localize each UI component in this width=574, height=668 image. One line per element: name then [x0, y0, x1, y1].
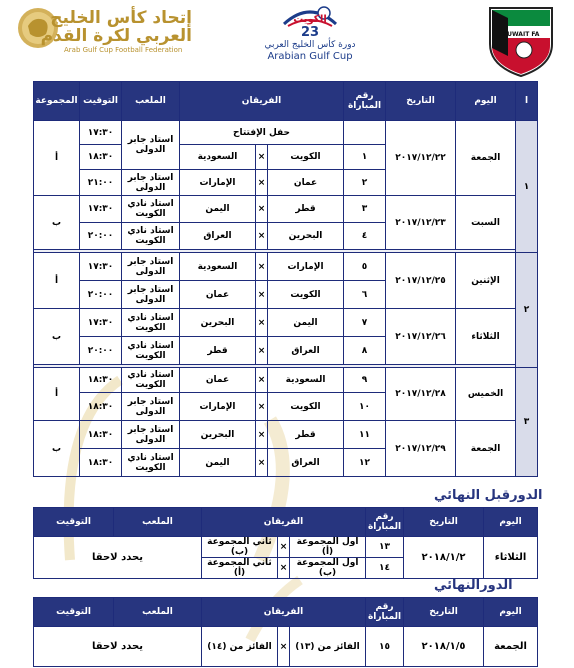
header-time: التوقيت: [34, 508, 114, 537]
semi-final-title: الدورقبل النهائي: [434, 488, 543, 503]
time-cell: ١٧:٣٠: [80, 121, 122, 145]
time-cell: ٢٠:٠٠: [80, 223, 122, 250]
away-team: اليمن: [180, 449, 256, 477]
tbd-cell: يحدد لاحقا: [34, 537, 202, 579]
stadium-cell: استاد جابر الدولى: [122, 421, 180, 449]
day-cell: السبت: [456, 196, 516, 250]
time-cell: ١٨:٣٠: [80, 421, 122, 449]
header-teams: الفريقان: [202, 508, 366, 537]
match-no-cell: ١٢: [344, 449, 386, 477]
away-team: الفائز من (١٤): [202, 627, 278, 667]
day-cell: الجمعة: [484, 627, 538, 667]
away-team: الإمارات: [180, 170, 256, 196]
time-cell: ١٨:٣٠: [80, 368, 122, 393]
group-cell: ب: [34, 309, 80, 365]
cup-title-en: Arabian Gulf Cup: [267, 51, 353, 62]
round-number: ١: [516, 121, 538, 253]
header-day: اليوم: [484, 598, 538, 627]
table-row: [34, 537, 538, 558]
semi-final-table: [33, 507, 538, 579]
group-cell: ب: [34, 421, 80, 477]
tbd-cell: يحدد لاحقا: [34, 627, 202, 667]
group-cell: ب: [34, 196, 80, 250]
federation-name-line2: العربي لكرة القدم: [40, 26, 192, 46]
match-no-cell: ٤: [344, 223, 386, 250]
home-team: الكويت: [268, 281, 344, 309]
cup-title-ar: دورة كأس الخليج العربي: [264, 40, 356, 50]
date-cell: ٢٠١٧/١٢/٢٥: [386, 253, 456, 309]
header-date: التاريخ: [386, 82, 456, 121]
group-cell: أ: [34, 368, 80, 421]
vs-cell: ×: [256, 145, 268, 170]
home-team: عمان: [268, 170, 344, 196]
vs-cell: ×: [256, 421, 268, 449]
date-cell: ٢٠١٧/١٢/٢٢: [386, 121, 456, 196]
federation-logo: [16, 6, 192, 56]
vs-cell: ×: [278, 537, 290, 558]
kuwait-fa-text: KUWAIT FA: [502, 31, 540, 38]
time-cell: ٢٠:٠٠: [80, 281, 122, 309]
table-row: [34, 253, 538, 281]
header-date: التاريخ: [404, 508, 484, 537]
date-cell: ٢٠١٨/١/٢: [404, 537, 484, 579]
time-cell: ١٧:٣٠: [80, 309, 122, 337]
away-team: الإمارات: [180, 393, 256, 421]
table-row: [34, 196, 538, 223]
table-header-row: [34, 508, 538, 537]
home-team: الفائز من (١٣): [290, 627, 366, 667]
header-time: التوقيت: [80, 82, 122, 121]
away-team: العراق: [180, 223, 256, 250]
group-cell: أ: [34, 121, 80, 196]
home-team: قطر: [268, 421, 344, 449]
gulf-cup-logo: [262, 4, 358, 76]
away-team: ثاني المجموعة (أ): [202, 558, 278, 579]
header-teams: الفريقان: [202, 598, 366, 627]
group-cell: أ: [34, 253, 80, 309]
day-cell: الثلاثاء: [456, 309, 516, 365]
vs-cell: ×: [256, 170, 268, 196]
day-cell: الجمعة: [456, 121, 516, 196]
vs-cell: ×: [256, 223, 268, 250]
stadium-cell: استاد جابر الدولى: [122, 393, 180, 421]
match-no-cell: ١٠: [344, 393, 386, 421]
header-day: اليوم: [484, 508, 538, 537]
vs-cell: ×: [256, 337, 268, 365]
vs-cell: ×: [256, 253, 268, 281]
header-day: اليوم: [456, 82, 516, 121]
day-cell: الجمعة: [456, 421, 516, 477]
home-team: الإمارات: [268, 253, 344, 281]
match-no-cell: ١٣: [366, 537, 404, 558]
page-header: [0, 0, 574, 80]
match-no-cell: ٨: [344, 337, 386, 365]
home-team: السعودية: [268, 368, 344, 393]
vs-cell: ×: [278, 558, 290, 579]
home-team: اول المجموعة (ب): [290, 558, 366, 579]
away-team: اليمن: [180, 196, 256, 223]
round-number: ٣: [516, 368, 538, 477]
match-no-cell: ١١: [344, 421, 386, 449]
header-match-no: رقم المباراة: [366, 598, 404, 627]
kuwait-fa-logo: [484, 4, 558, 78]
stadium-cell: استاد نادي الكويت: [122, 223, 180, 250]
time-cell: ٢٠:٠٠: [80, 337, 122, 365]
home-team: العراق: [268, 449, 344, 477]
match-no-cell: ١: [344, 145, 386, 170]
time-cell: ١٨:٣٠: [80, 145, 122, 170]
match-no-cell: ٥: [344, 253, 386, 281]
away-team: البحرين: [180, 421, 256, 449]
match-no-cell: ٦: [344, 281, 386, 309]
vs-cell: ×: [256, 309, 268, 337]
match-no-cell: ٧: [344, 309, 386, 337]
time-cell: ١٨:٣٠: [80, 449, 122, 477]
away-team: قطر: [180, 337, 256, 365]
header-round: ا: [516, 82, 538, 121]
match-no-cell: [344, 121, 386, 145]
header-match-no: رقم المباراة: [344, 82, 386, 121]
final-title: الدورالنهائي: [434, 578, 513, 593]
home-team: الكويت: [268, 393, 344, 421]
away-team: السعودية: [180, 145, 256, 170]
header-stadium: الملعب: [122, 82, 180, 121]
date-cell: ٢٠١٧/١٢/٢٣: [386, 196, 456, 250]
vs-cell: ×: [256, 449, 268, 477]
table-header-row: [34, 82, 538, 121]
date-cell: ٢٠١٧/١٢/٢٦: [386, 309, 456, 365]
table-row: [34, 309, 538, 337]
away-team: ثاني المجموعة (ب): [202, 537, 278, 558]
header-stadium: الملعب: [114, 598, 202, 627]
header-date: التاريخ: [404, 598, 484, 627]
date-cell: ٢٠١٧/١٢/٢٨: [386, 368, 456, 421]
away-team: السعودية: [180, 253, 256, 281]
table-row: [34, 121, 538, 145]
opening-ceremony: حفل الإفتتاح: [180, 121, 344, 145]
group-stage-table: [33, 81, 538, 477]
stadium-cell: استاد نادي الكويت: [122, 309, 180, 337]
time-cell: ١٧:٣٠: [80, 253, 122, 281]
match-no-cell: ٩: [344, 368, 386, 393]
stadium-cell: استاد جابر الدولى: [122, 281, 180, 309]
stadium-cell: استاد نادي الكويت: [122, 368, 180, 393]
home-team: اول المجموعة (أ): [290, 537, 366, 558]
vs-cell: ×: [256, 196, 268, 223]
cup-number: 23: [300, 25, 320, 40]
home-team: العراق: [268, 337, 344, 365]
home-team: قطر: [268, 196, 344, 223]
home-team: البحرين: [268, 223, 344, 250]
vs-cell: ×: [256, 393, 268, 421]
match-no-cell: ٢: [344, 170, 386, 196]
time-cell: ٢١:٠٠: [80, 170, 122, 196]
date-cell: ٢٠١٨/١/٥: [404, 627, 484, 667]
cup-host: الكويت: [293, 14, 327, 25]
vs-cell: ×: [278, 627, 290, 667]
time-cell: ١٨:٣٠: [80, 393, 122, 421]
header-time: التوقيت: [34, 598, 114, 627]
table-row: [34, 627, 538, 667]
date-cell: ٢٠١٧/١٢/٢٩: [386, 421, 456, 477]
stadium-cell: استاد نادي الكويت: [122, 196, 180, 223]
stadium-cell: استاد جابر الدولى: [122, 253, 180, 281]
header-stadium: الملعب: [114, 508, 202, 537]
match-no-cell: ١٤: [366, 558, 404, 579]
final-table: [33, 597, 538, 667]
federation-name-line1: إتحاد كأس الخليج: [50, 8, 192, 28]
stadium-cell: استاد نادي الكويت: [122, 449, 180, 477]
table-row: [34, 368, 538, 393]
time-cell: ١٧:٣٠: [80, 196, 122, 223]
table-row: [34, 421, 538, 449]
match-no-cell: ١٥: [366, 627, 404, 667]
away-team: البحرين: [180, 309, 256, 337]
day-cell: الخميس: [456, 368, 516, 421]
day-cell: الإثنين: [456, 253, 516, 309]
header-group: المجموعة: [34, 82, 80, 121]
home-team: الكويت: [268, 145, 344, 170]
vs-cell: ×: [256, 368, 268, 393]
stadium-cell: استاد جابر الدولى: [122, 121, 180, 170]
round-number: ٢: [516, 253, 538, 368]
home-team: اليمن: [268, 309, 344, 337]
vs-cell: ×: [256, 281, 268, 309]
away-team: عمان: [180, 281, 256, 309]
table-header-row: [34, 598, 538, 627]
match-no-cell: ٣: [344, 196, 386, 223]
header-teams: الفريقان: [180, 82, 344, 121]
federation-name-en: Arab Gulf Cup Football Federation: [64, 46, 183, 54]
day-cell: الثلاثاء: [484, 537, 538, 579]
away-team: عمان: [180, 368, 256, 393]
stadium-cell: استاد جابر الدولى: [122, 170, 180, 196]
stadium-cell: استاد نادي الكويت: [122, 337, 180, 365]
header-match-no: رقم المباراة: [366, 508, 404, 537]
